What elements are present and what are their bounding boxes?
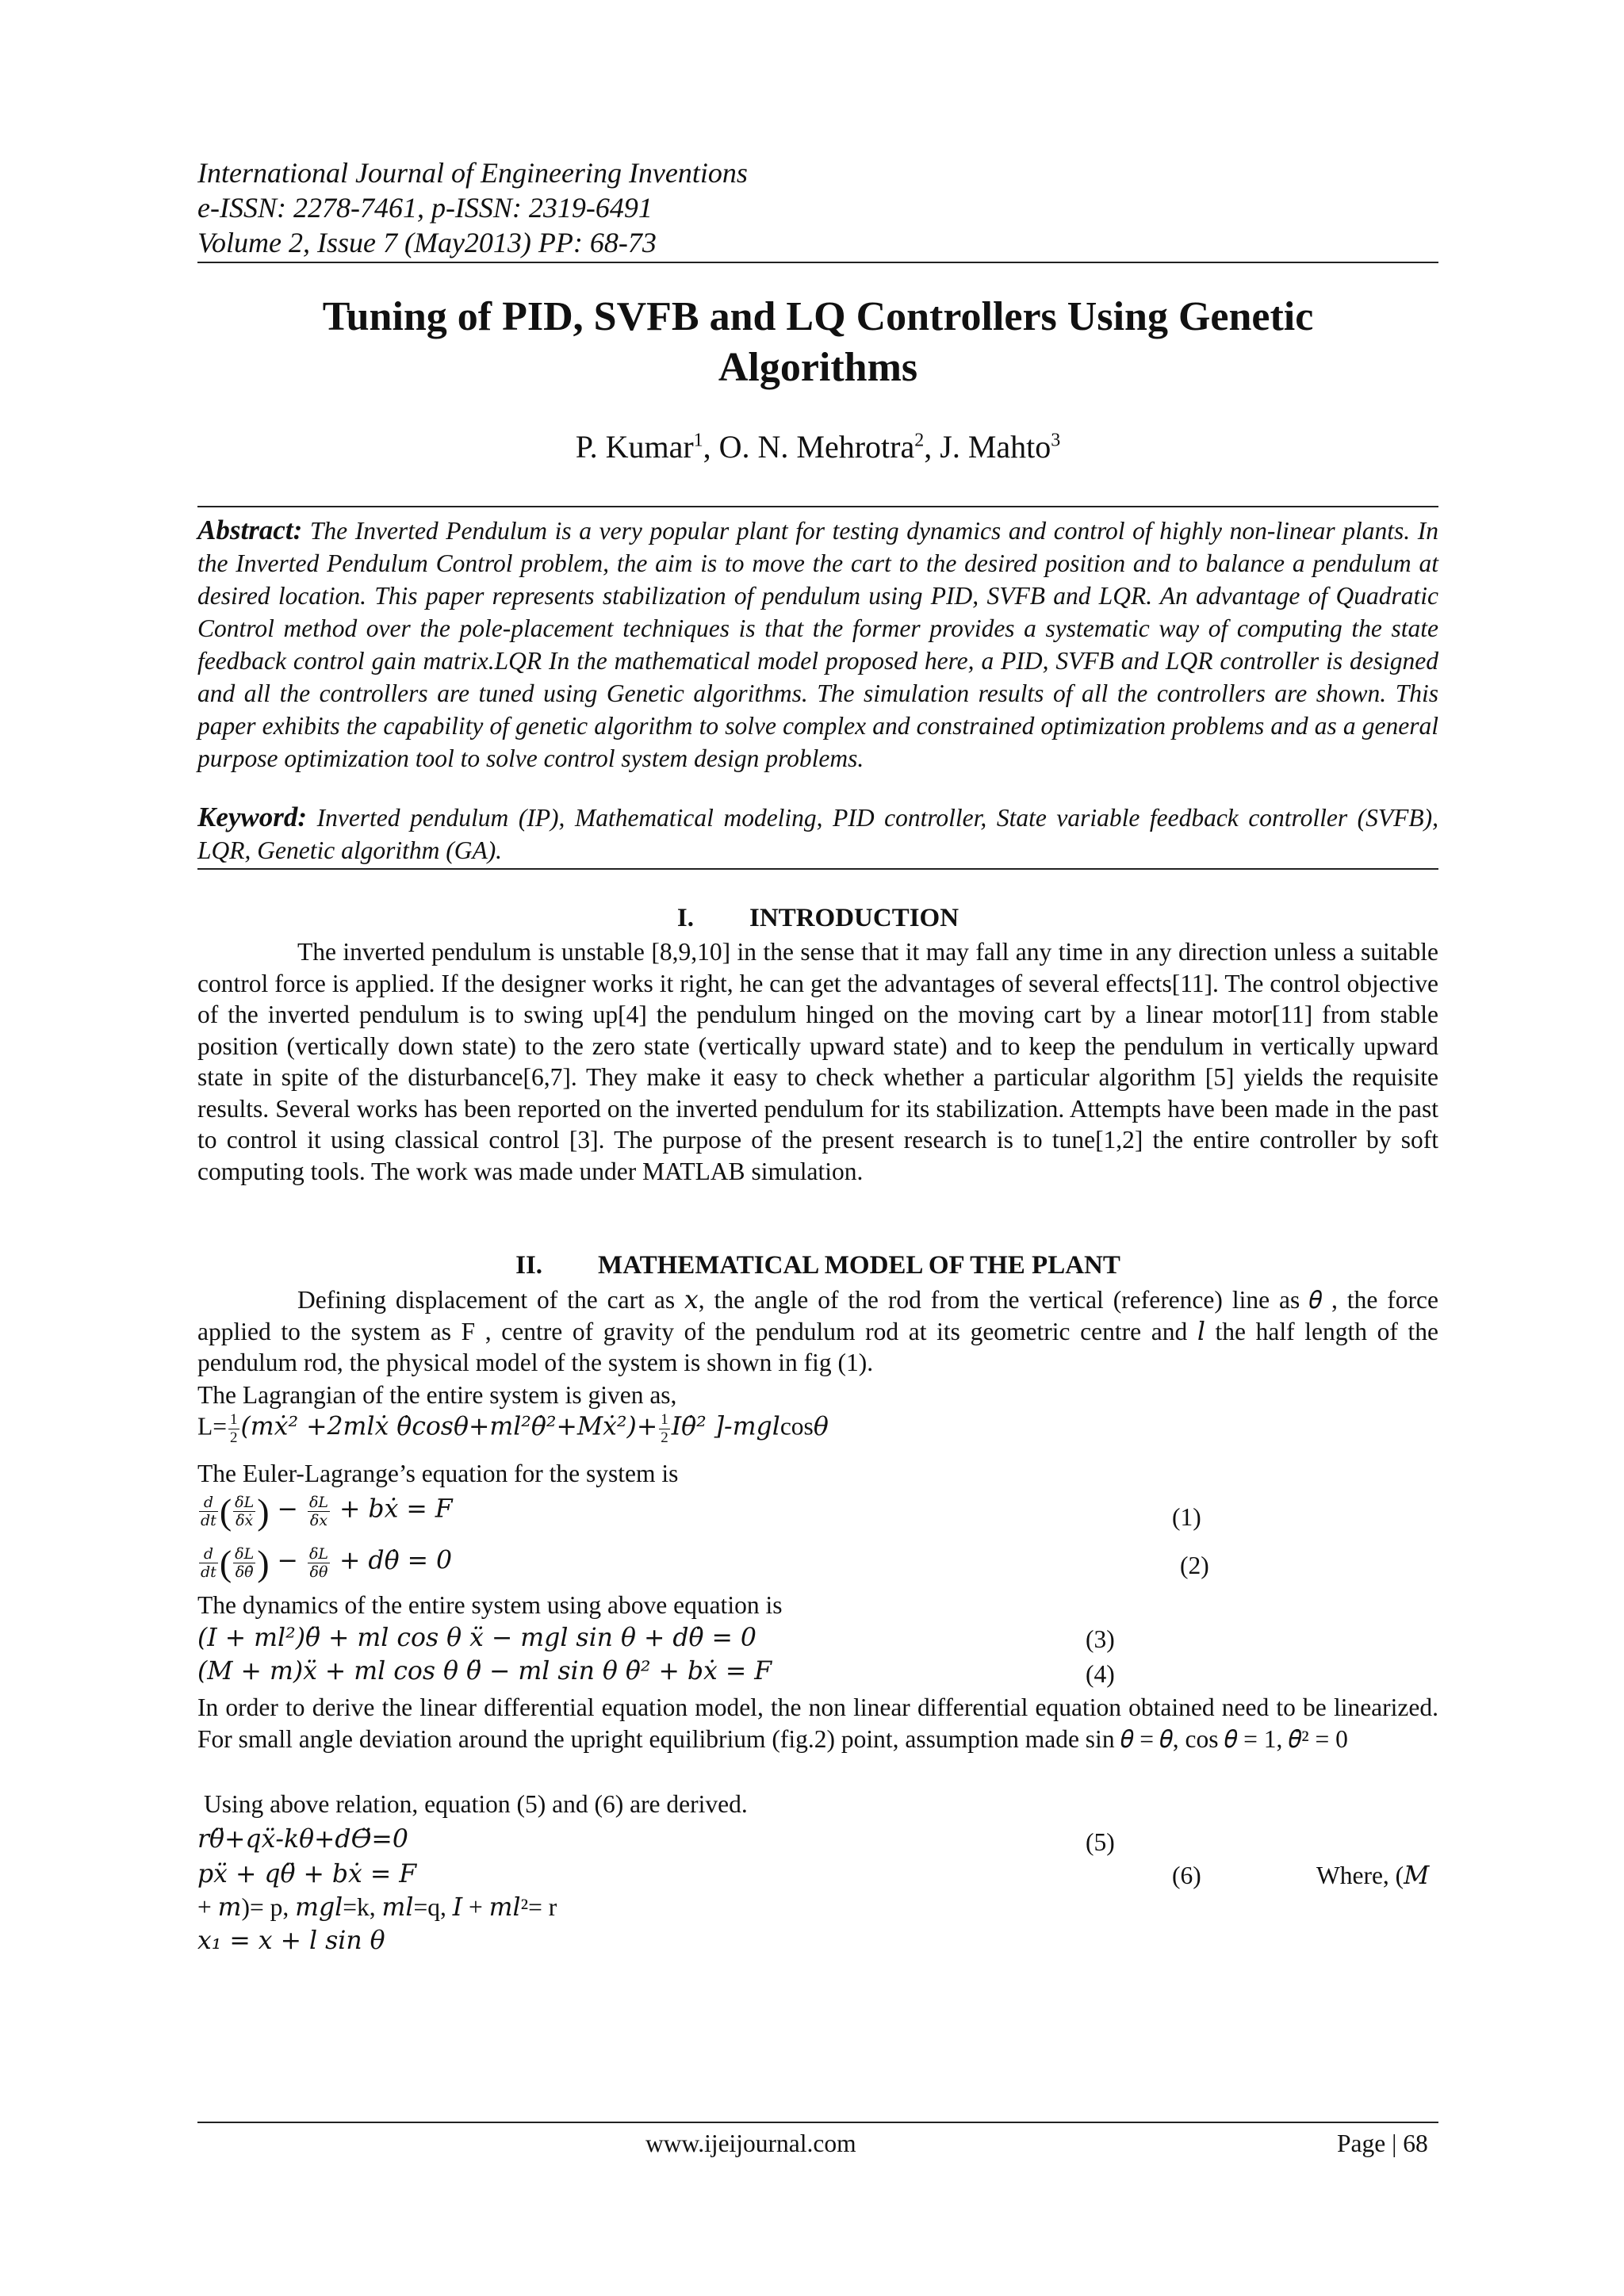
abstract-label: Abstract:	[197, 515, 303, 545]
lagrangian-equation: L= $\frac{1}{2}$ (mẋ² +2mlẋ θ̇cosθ+ml²θ̇²+Mẋ²)+ $\frac{1}{2}$ Iθ̇² ]-mglcosθ	[197, 1411, 829, 1446]
equation-number: (6)	[1172, 1862, 1201, 1889]
introduction-text: The inverted pendulum is unstable [8,9,10] in the sense that it may fall any time in any direction unless a suitable control force is applied. If the designer works it right, he can get the advantages of several effects[11]. The control objective of the inverted pendulum is to swing up[4] the pendulum hinged on the moving cart by a linear motor[11] from stable position (vertically down state) to the zero state (vertically upward state) and to keep the pendulum in vertically upward state in spite of the disturbance[6,7]. They make it easy to check whether a particular algorithm [5] yields the requisite results. Several works has been reported on the inverted pendulum for its stabilization. Attempts have been made in the past to control it using classical control [3]. The purpose of the present research is to tune[1,2] the entire controller by soft computing tools. The work was made under MATLAB simulation.	[197, 938, 1438, 1185]
introduction-paragraph	[197, 936, 1438, 1187]
author-affiliation: 1	[693, 430, 703, 451]
page-number: Page | 68	[1337, 2130, 1428, 2157]
equation-number: (4)	[1086, 1660, 1115, 1688]
dynamics-intro: The dynamics of the entire system using above equation is	[197, 1591, 783, 1619]
equation-6: 𝑝𝑥̈ + 𝑞𝜃̈ + 𝑏𝑥̇ = 𝐹	[197, 1860, 417, 1888]
equation-number: (1)	[1172, 1503, 1201, 1531]
author-name: O. N. Mehrotra	[718, 429, 915, 465]
keyword-label: Keyword:	[197, 802, 308, 832]
model-intro-paragraph	[197, 1284, 1438, 1379]
equation-1: $\frac{d}{dt}$ ( $\frac{\delta L}{\text{δẋ}}$ ) − $\frac{\delta L}{\delta x}$ + bẋ = F	[201, 1491, 453, 1532]
derivation-intro: Using above relation, equation (5) and (6) are derived.	[204, 1790, 748, 1818]
equation-2: $\frac{d}{dt}$ ( $\frac{\delta L}{\delta\thetȧ}$ ) − $\frac{\delta L}{\delta\theta}$ + dθ̇ = 0	[201, 1543, 453, 1583]
equation-number: (2)	[1180, 1552, 1209, 1579]
equation-4: (𝑀 + 𝑚)𝑥̈ + 𝑚𝑙 cos 𝜃 𝜃̈ − 𝑚𝑙 sin 𝜃 𝜃̇² + 𝑏𝑥̇ = 𝐹	[197, 1657, 772, 1686]
journal-name: International Journal of Engineering Inventions	[197, 157, 748, 189]
author-affiliation: 2	[914, 430, 925, 451]
section-number: I.	[676, 904, 695, 932]
abstract	[197, 514, 1438, 775]
author-separator: ,	[924, 429, 940, 465]
euler-lagrange-intro: The Euler-Lagrange’s equation for the system is	[197, 1460, 679, 1487]
abstract-bottom-rule	[197, 868, 1438, 870]
equation-3: (𝐼 + 𝑚𝑙²)𝜃̈ + 𝑚𝑙 cos 𝜃 𝑥̈ − 𝑚𝑔𝑙 sin 𝜃 + 𝑑𝜃̇ = 0	[197, 1624, 756, 1652]
issn-line: e-ISSN: 2278-7461, p-ISSN: 2319-6491	[197, 192, 653, 224]
section-number: II.	[515, 1251, 543, 1280]
lagrangian-intro: The Lagrangian of the entire system is given as,	[197, 1381, 677, 1409]
header-rule	[197, 262, 1438, 263]
section-title: INTRODUCTION	[749, 904, 959, 932]
equation-5: r𝜃̈+q𝑥̈-k𝜃+dϴ̈=0	[197, 1825, 408, 1854]
journal-website: www.ijeijournal.com	[645, 2130, 856, 2157]
model-intro-text: Defining displacement of the cart as 𝑥, the angle of the rod from the vertical (reference) line as 𝜃 , the force applied to the system as F , centre of gravity of the pendulum rod at its geometric centre and 𝑙 the half length of the pendulum rod, the physical model of the system is shown in fig (1).	[197, 1286, 1438, 1376]
paper-title	[197, 292, 1438, 393]
keywords	[197, 801, 1438, 867]
parameter-definitions: + 𝑚)= p, 𝑚𝑔𝑙=k, 𝑚𝑙=q, 𝐼 + 𝑚𝑙²= r	[197, 1893, 557, 1921]
where-label: Where, (𝑀	[1316, 1862, 1430, 1889]
section-heading-introduction	[197, 904, 1438, 933]
author-list	[197, 428, 1438, 465]
section-title: MATHEMATICAL MODEL OF THE PLANT	[598, 1251, 1120, 1280]
abstract-top-rule	[197, 506, 1438, 507]
keyword-text: Inverted pendulum (IP), Mathematical modeling, PID controller, State variable feedback controller (SVFB), LQR, Genetic algorithm (GA).	[197, 804, 1439, 864]
equation-number: (3)	[1086, 1625, 1115, 1653]
section-heading-model	[197, 1251, 1438, 1280]
linearization-paragraph: In order to derive the linear differential equation model, the non linear differential equation obtained need to be linearized. For small angle deviation around the upright equilibrium (fig.2) point, assumption made sin 𝜃 = 𝜃, cos 𝜃 = 1, 𝜃̇² = 0	[197, 1693, 1438, 1753]
footer-rule	[197, 2122, 1438, 2123]
abstract-text: The Inverted Pendulum is a very popular plant for testing dynamics and control of highly non-linear plants. In the Inverted Pendulum Control problem, the aim is to move the cart to the desired position and to balance a pendulum at desired location. This paper represents stabilization of pendulum using PID, SVFB and LQR. An advantage of Quadratic Control method over the pole-placement techniques is that the former provides a systematic way of computing the state feedback control gain matrix.LQR In the mathematical model proposed here, a PID, SVFB and LQR controller is designed and all the controllers are tuned using Genetic algorithms. The simulation results of all the controllers are shown. This paper exhibits the capability of genetic algorithm to solve complex and constrained optimization problems and as a general purpose optimization tool to solve control system design problems.	[197, 517, 1438, 772]
author-separator: ,	[703, 429, 719, 465]
volume-line: Volume 2, Issue 7 (May2013) PP: 68-73	[197, 227, 657, 258]
equation-number: (5)	[1086, 1828, 1115, 1856]
title-line-2: Algorithms	[718, 345, 918, 390]
title-line-1: Tuning of PID, SVFB and LQ Controllers Using Genetic	[322, 294, 1314, 339]
author-name: J. Mahto	[940, 429, 1051, 465]
author-affiliation: 3	[1051, 430, 1061, 451]
equation-position: 𝑥₁ = 𝑥 + 𝑙 sin 𝜃	[197, 1927, 385, 1955]
author-name: P. Kumar	[575, 429, 694, 465]
